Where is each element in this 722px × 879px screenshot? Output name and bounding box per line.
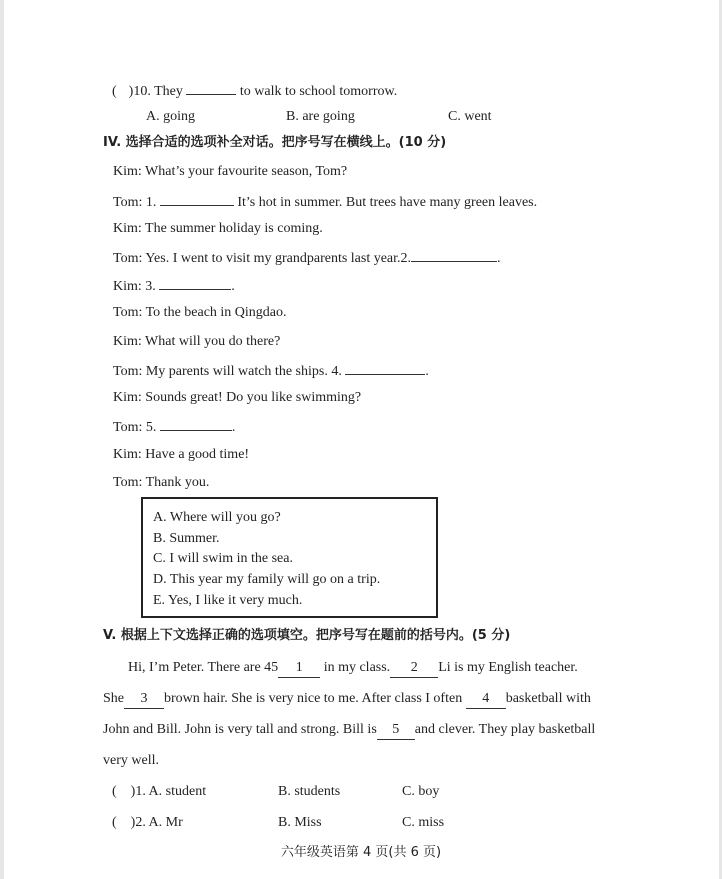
answer-blank-4[interactable] <box>345 361 425 375</box>
dialog-text: . <box>497 251 501 266</box>
passage-text: She <box>103 691 124 706</box>
section-v-heading: V. 根据上下文选择正确的选项填空。把序号写在题前的括号内。(5 分) <box>103 628 511 643</box>
q1-option-c: C. boy <box>402 784 440 799</box>
passage-text: brown hair. She is very nice to me. After class I often <box>164 691 463 706</box>
question-option-a: )2. A. Mr <box>130 815 183 830</box>
dialog-line-12: Tom: Thank you. <box>113 475 210 490</box>
dialog-line-9: Kim: Sounds great! Do you like swimming? <box>113 390 362 405</box>
passage-line-1 <box>128 659 578 678</box>
option-a: A. Where will you go? <box>153 510 281 525</box>
dialog-text: Kim: 3. <box>113 279 156 294</box>
section-iv-heading: IV. 选择合适的选项补全对话。把序号写在横线上。(10 分) <box>103 135 447 150</box>
dialog-text: Tom: 5. <box>113 420 157 435</box>
q2-option-c: C. miss <box>402 815 445 830</box>
passage-text: Li is my English teacher. <box>438 660 578 675</box>
dialog-text: It’s hot in summer. But trees have many green leaves. <box>237 195 538 210</box>
option-e: E. Yes, I like it very much. <box>153 593 303 608</box>
question-number: )10. <box>128 84 151 99</box>
passage-text: and clever. They play basketball <box>414 722 596 737</box>
q10-option-c: C. went <box>448 109 492 124</box>
q2-option-b: B. Miss <box>278 815 322 830</box>
option-c: C. I will swim in the sea. <box>153 551 293 566</box>
dialog-line-8 <box>113 361 429 381</box>
passage-line-3 <box>103 721 595 740</box>
passage-text: John and Bill. John is very tall and strong. Bill is <box>103 722 377 737</box>
dialog-line-3: Kim: The summer holiday is coming. <box>113 221 323 236</box>
dialog-text: . <box>231 420 236 435</box>
passage-blank-4[interactable]: 4 <box>466 690 506 709</box>
passage-blank-2[interactable]: 2 <box>390 659 438 678</box>
answer-paren-open: ( <box>112 84 117 99</box>
dialog-text: Tom: My parents will watch the ships. 4. <box>113 364 342 379</box>
answer-blank[interactable] <box>186 81 236 95</box>
passage-blank-1[interactable]: 1 <box>278 659 320 678</box>
passage-line-2 <box>103 690 591 709</box>
dialog-line-1: Kim: What’s your favourite season, Tom? <box>113 164 348 179</box>
passage-text: in my class. <box>323 660 391 675</box>
passage-blank-3[interactable]: 3 <box>124 690 164 709</box>
dialog-line-5 <box>113 276 235 296</box>
dialog-text: . <box>231 279 235 294</box>
page-footer: 六年级英语第 4 页(共 6 页) <box>280 845 442 860</box>
dialog-line-2 <box>113 192 537 212</box>
answer-blank-2[interactable] <box>411 248 497 262</box>
q1-option-b: B. students <box>278 784 341 799</box>
dialog-text: Tom: Yes. I went to visit my grandparents last year.2. <box>113 251 412 266</box>
passage-line-4: very well. <box>103 753 159 768</box>
question-text: to walk to school tomorrow. <box>239 84 398 99</box>
passage-text: basketball with <box>505 691 591 706</box>
passage-text: Hi, I’m Peter. There are 45 <box>128 660 279 675</box>
question-1 <box>112 783 206 801</box>
answer-blank-5[interactable] <box>160 417 232 431</box>
dialog-line-10 <box>113 417 235 437</box>
option-b: B. Summer. <box>153 531 220 546</box>
question-2 <box>112 814 183 832</box>
answer-paren-open: ( <box>112 784 117 799</box>
dialog-text: . <box>425 364 429 379</box>
dialog-line-11: Kim: Have a good time! <box>113 447 250 462</box>
answer-blank-3[interactable] <box>159 276 231 290</box>
options-box <box>141 497 438 618</box>
passage-blank-5[interactable]: 5 <box>377 721 415 740</box>
dialog-text: Tom: 1. <box>113 195 157 210</box>
question-10 <box>112 81 397 101</box>
q10-option-a: A. going <box>146 109 195 124</box>
dialog-line-7: Kim: What will you do there? <box>113 334 281 349</box>
dialog-line-4 <box>113 248 501 268</box>
q10-option-b: B. are going <box>286 109 355 124</box>
question-option-a: )1. A. student <box>130 784 207 799</box>
answer-blank-1[interactable] <box>160 192 234 206</box>
question-text: They <box>154 84 183 99</box>
page-edge-left <box>0 0 4 879</box>
dialog-line-6: Tom: To the beach in Qingdao. <box>113 305 287 320</box>
answer-paren-open: ( <box>112 815 117 830</box>
option-d: D. This year my family will go on a trip. <box>153 572 381 587</box>
